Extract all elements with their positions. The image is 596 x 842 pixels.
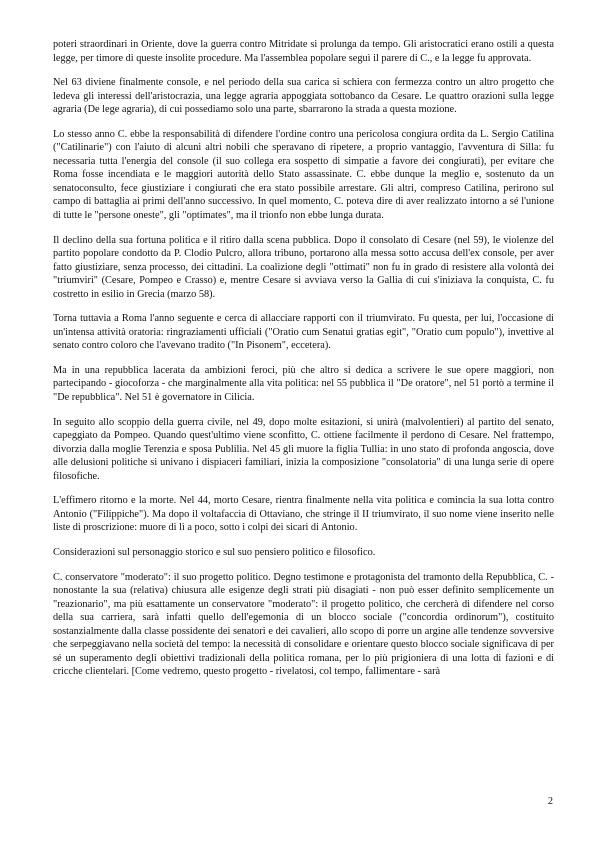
page-number: 2 (547, 796, 553, 807)
section-heading: Considerazioni sul personaggio storico e sul suo pensiero politico e filosofico. (53, 546, 376, 558)
paragraph-2: Nel 63 diviene finalmente console, e nel periodo della sua carica si schiera con fermezza contro un altro progetto che ledeva gli interessi dell'aristocrazia, una legge agraria appoggiata sottobanco da Cesare. Le quattro orazioni sulla legge agraria (De lege agraria), di cui possediamo solo una parte, sbarrarono la strada a questa mozione. (53, 77, 554, 116)
paragraph-4: Il declino della sua fortuna politica e il ritiro dalla scena pubblica. Dopo il consolato di Cesare (nel 59), le violenze del partito popolare condotto da P. Clodio Pulcro, allora tribuno, portarono alla messa sotto accusa dell'ex console, per aver fatto giustiziare, senza processo, dei cittadini. La coalizione degli "ottimati" non fu in grado di resistere alla volontà dei "triumviri" (Cesare, Pompeo e Crasso) e, mentre Cesare si avviava verso la Gallia di cui s'iniziava la conquista, C. fu costretto in esilio in Grecia (marzo 58). (53, 234, 554, 300)
paragraph-8: L'effimero ritorno e la morte. Nel 44, morto Cesare, rientra finalmente nella vita politica e comincia la sua lotta contro Antonio ("Filippiche"). Ma dopo il voltafaccia di Ottaviano, che stringe il II triumvirato, il suo nome viene inserito nelle liste di proscrizione: muore di lì a poco, sotto i colpi dei sicari di Antonio. (53, 495, 554, 534)
paragraph-6: Ma in una repubblica lacerata da ambizioni feroci, più che altro si dedica a scrivere le sue opere maggiori, non partecipando - giocoforza - che marginalmente alla vita politica: nel 55 pubblica il "De oratore", nel 51 portò a termine il "De repubblica". Nel 51 è governatore in Cilicia. (53, 364, 554, 404)
paragraph-10: C. conservatore "moderato": il suo progetto politico. Degno testimone e protagonista del tramonto della Repubblica, C. - nonostante la sua (relativa) chiusura alle esigenze degli strati più disagiati - non può esser definito semplicemente un "reazionario", ma più esattamente un conservatore "moderato": il progetto politico, che cercherà di difendere nel corso della sua carriera, sarà infatti quello dell'egemonia di un blocco sociale ("concordia ordinorum"), costituito sostanzialmente dalla classe possidente dei senatori e dei cavalieri, allo scopo di porre un argine alle tendenze sovversive che serpeggiavano nella società del tempo: la necessità di consolidare e orientare questo blocco sociale significava di per sé un superamento degli obiettivi tradizionali della politica romana, per lo più prigioniera di una lotta di fazioni e di cricche clientelari. [Come vedremo, questo progetto - rivelatosi, col tempo, fallimentare - sarà (53, 571, 554, 678)
document-page (53, 38, 554, 690)
paragraph-5: Torna tuttavia a Roma l'anno seguente e cerca di allacciare rapporti con il triumvirato. Fu questa, per lui, l'occasione di un'intensa attività oratoria: ringraziamenti ufficiali ("Oratio cum Senatui gratias egit", "Oratio cum populo"), invettive al senato contro coloro che l'avevano tradito ("In Pisonem", eccetera). (53, 313, 554, 352)
paragraph-1: poteri straordinari in Oriente, dove la guerra contro Mitridate si prolunga da tempo. Gli aristocratici erano ostili a questa legge, per timore di queste insolite procedure. Ma l'assemblea popolare seguì il parere di C., e la legge fu approvata. (53, 39, 554, 64)
paragraph-7: In seguito allo scoppio della guerra civile, nel 49, dopo molte esitazioni, si unirà (malvolentieri) al partito del senato, capeggiato da Pompeo. Quando quest'ultimo viene sconfitto, C. ottiene facilmente il perdono di Cesare. Nel frattempo, divorzia dalla moglie Terenzia e sposa Publilia. Nel 45 gli muore la figlia Tullia: in uno stato di profonda angoscia, dove alle delusioni politiche si univano i dispiaceri familiari, inizia la composizione "consolatoria" di una lunga serie di opere filosofiche. (53, 416, 554, 482)
paragraph-3: Lo stesso anno C. ebbe la responsabilità di difendere l'ordine contro una pericolosa congiura ordita da L. Sergio Catilina ("Catilinarie") con l'aiuto di alcuni altri nobili che speravano di ripetere, a proprio vantaggio, l'avventura di Silla: fu necessaria tutta l'energia del console (il suo collega era sospetto di simpatie a favore dei congiurati), per evitare che Roma fosse incendiata e le maggiori autorità dello Stato assassinate. C. ebbe dunque la meglio e, sostenuto da un senatoconsulto, fece giustiziare i congiurati che era stato possibile arrestare. Gli altri, compreso Catilina, perirono sul campo di battaglia ai primi dell'anno successivo. In quel momento, C. poteva dire di aver realizzato intorno a sé l'unione di tutte le "persone oneste", gli "optimates", ma il trionfo non ebbe lunga durata. (53, 128, 554, 222)
